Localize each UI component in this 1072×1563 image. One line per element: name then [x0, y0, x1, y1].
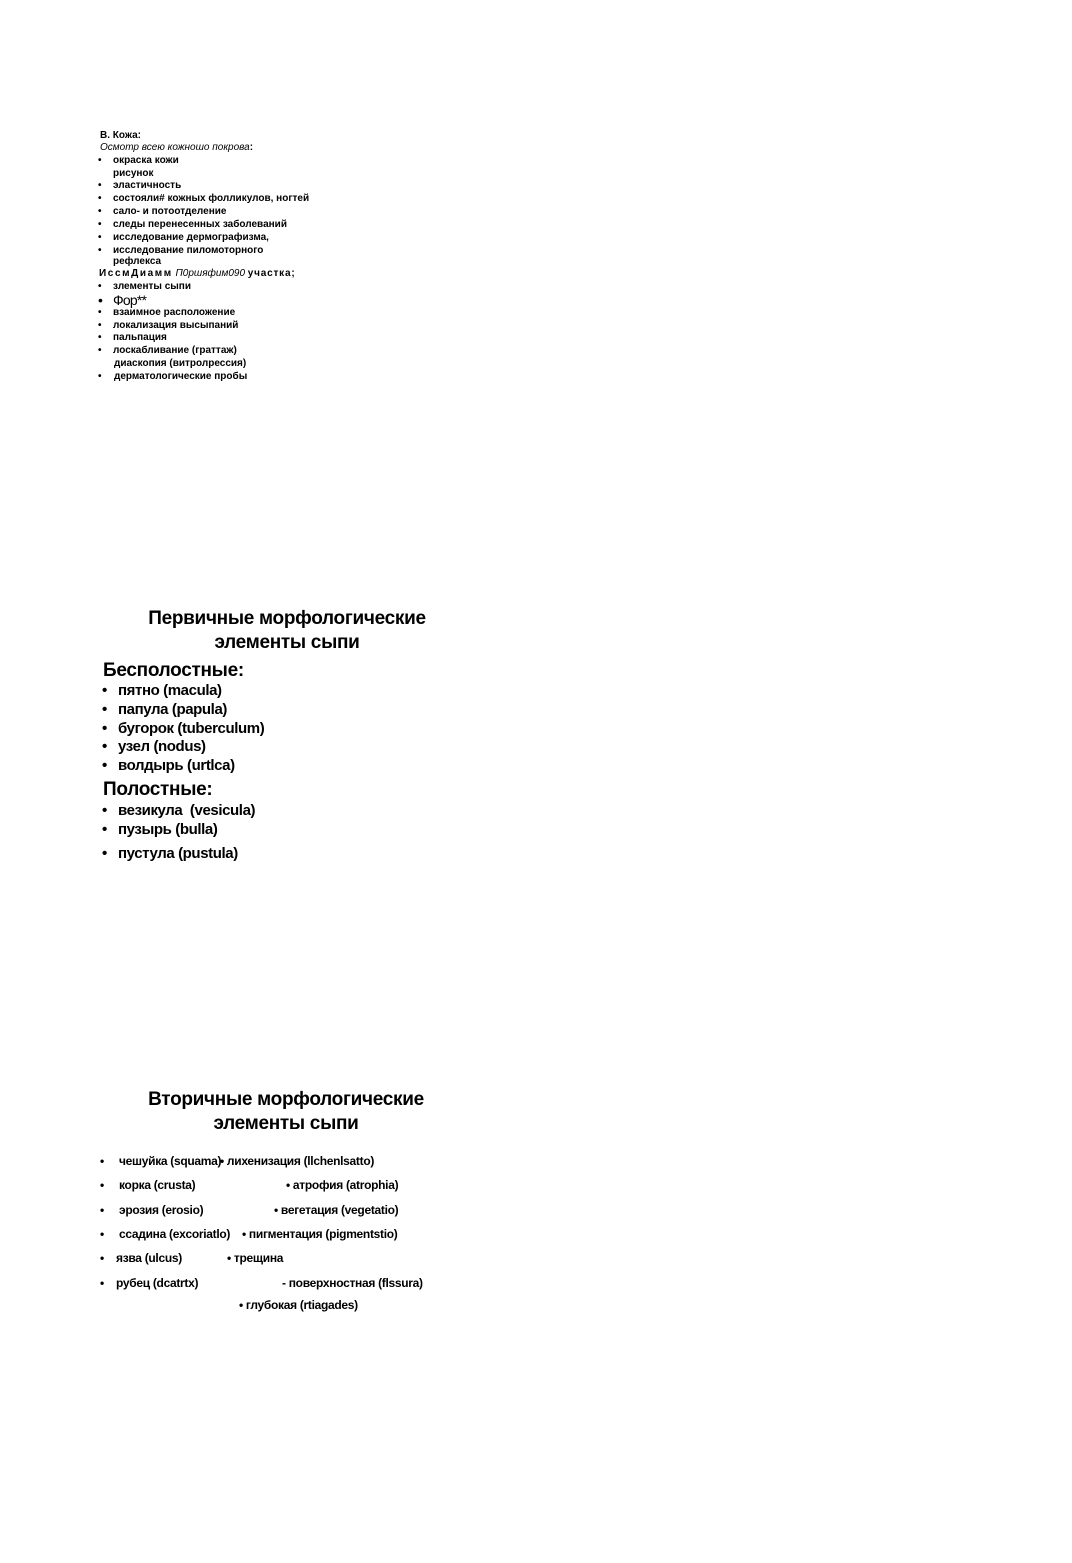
list-item-text: пустула (pustula) — [118, 845, 238, 862]
list-item — [102, 802, 362, 822]
list-item-text: • пигментация (pigmentstio) — [242, 1227, 398, 1241]
bullet: • — [98, 320, 102, 331]
bullet: • — [102, 720, 107, 737]
bullet: • — [98, 371, 102, 382]
list-item-text: дерматологические пробы — [114, 371, 248, 382]
bullet: • — [98, 307, 102, 318]
primary-title-line2: элементы сыпи — [214, 632, 360, 653]
bullet: • — [102, 682, 107, 699]
list-item-text: диаскопия (витролрессия) — [114, 358, 247, 369]
section-subheading — [100, 142, 253, 153]
list-item-text: корка (crusta) — [119, 1178, 196, 1192]
bullet: • — [98, 232, 102, 243]
local-exam-list — [98, 281, 398, 391]
list-item-text: • трещина — [227, 1251, 284, 1265]
bullet: • — [102, 701, 107, 718]
list-item-text: исследование пиломоторного — [113, 245, 264, 256]
bullet: • — [102, 757, 107, 774]
list-item-text: рефлекса — [113, 256, 162, 267]
local-exam-part2: П0ршяфим090 — [175, 268, 245, 279]
list-item-text: окраска кожи — [113, 155, 179, 166]
bullet: • — [98, 180, 102, 191]
group-title-noncavity: Бесполостные: — [103, 660, 244, 681]
list-item — [102, 701, 362, 721]
bullet: • — [100, 1154, 104, 1168]
bullet: • — [98, 292, 103, 308]
list-item-text: ссадина (excoriatlo) — [119, 1227, 231, 1241]
list-item-text: узел (nodus) — [118, 738, 206, 755]
list-item — [102, 738, 362, 758]
list-item-text: • глубокая (rtiagades) — [239, 1298, 358, 1312]
list-item-text: следы перенесенных заболеваний — [113, 219, 287, 230]
list-item-text: язва (ulcus) — [116, 1251, 182, 1265]
list-item-text: Фор** — [113, 292, 147, 308]
local-exam-part1: ИссмДиамм — [99, 268, 173, 279]
bullet: • — [98, 281, 102, 292]
local-exam-heading — [99, 268, 295, 279]
list-item-text: чешуйка (squama) — [119, 1154, 222, 1168]
bullet: • — [100, 1276, 104, 1290]
list-item-text: • лихенизация (llchenlsatto) — [220, 1154, 375, 1168]
bullet: • — [102, 845, 107, 862]
list-item — [102, 720, 362, 740]
list-item-text: локализация высыпаний — [113, 320, 239, 331]
bullet: • — [98, 332, 102, 343]
list-item-text: пальпация — [113, 332, 167, 343]
list-item — [102, 682, 362, 702]
list-item-text: эластичность — [113, 180, 182, 191]
list-item-text: эрозия (erosio) — [119, 1203, 204, 1217]
subheading-text: Осмотр всею кожношо покрова — [100, 142, 250, 153]
group-title-cavity: Полостные: — [103, 779, 213, 800]
list-item-text: волдырь (urtlca) — [118, 757, 235, 774]
bullet: • — [102, 821, 107, 838]
bullet: • — [100, 1178, 104, 1192]
list-item-text: состояли# кожных фолликулов, ногтей — [113, 193, 310, 204]
bullet: • — [98, 345, 102, 356]
local-exam-part3: участка; — [247, 268, 296, 279]
bullet: • — [102, 802, 107, 819]
list-item — [102, 757, 362, 777]
list-item-text: рисунок — [113, 168, 154, 179]
subheading-colon: : — [249, 142, 254, 153]
bullet: • — [98, 245, 102, 256]
bullet: • — [100, 1251, 104, 1265]
list-item-text: • атрофия (atrophia) — [286, 1178, 399, 1192]
exam-list — [98, 155, 398, 275]
list-item-text: злементы сыпи — [113, 281, 191, 292]
list-item-text: взаимное расположение — [113, 307, 236, 318]
list-item-text: - поверхностная (flssura) — [282, 1276, 423, 1290]
bullet: • — [98, 206, 102, 217]
list-item-text: папула (papula) — [118, 701, 227, 718]
list-item-text: лоскабливание (граттаж) — [113, 345, 237, 356]
list-item-text: бугорок (tuberculum) — [118, 720, 265, 737]
bullet: • — [98, 155, 102, 166]
list-item — [102, 821, 362, 841]
secondary-title-line1: Вторичные морфологические — [148, 1089, 424, 1110]
list-item-text: пузырь (bulla) — [118, 821, 218, 838]
secondary-title-line2: элементы сыпи — [213, 1113, 359, 1134]
list-item-text: пятно (macula) — [118, 682, 222, 699]
list-item-text: везикула (vesicula) — [118, 802, 256, 819]
list-item-text: рубец (dcatrtx) — [116, 1276, 199, 1290]
bullet: • — [102, 738, 107, 755]
bullet: • — [100, 1227, 104, 1241]
list-item-text: • вегетация (vegetatio) — [274, 1203, 399, 1217]
primary-title-line1: Первичные морфологические — [148, 608, 426, 629]
section-heading: В. Кожа: — [100, 130, 141, 141]
bullet: • — [98, 219, 102, 230]
list-item-text: сало- и потоотделение — [113, 206, 227, 217]
bullet: • — [100, 1203, 104, 1217]
list-item-text: исследование дермографизма, — [113, 232, 269, 243]
list-item — [102, 845, 362, 865]
bullet: • — [98, 193, 102, 204]
